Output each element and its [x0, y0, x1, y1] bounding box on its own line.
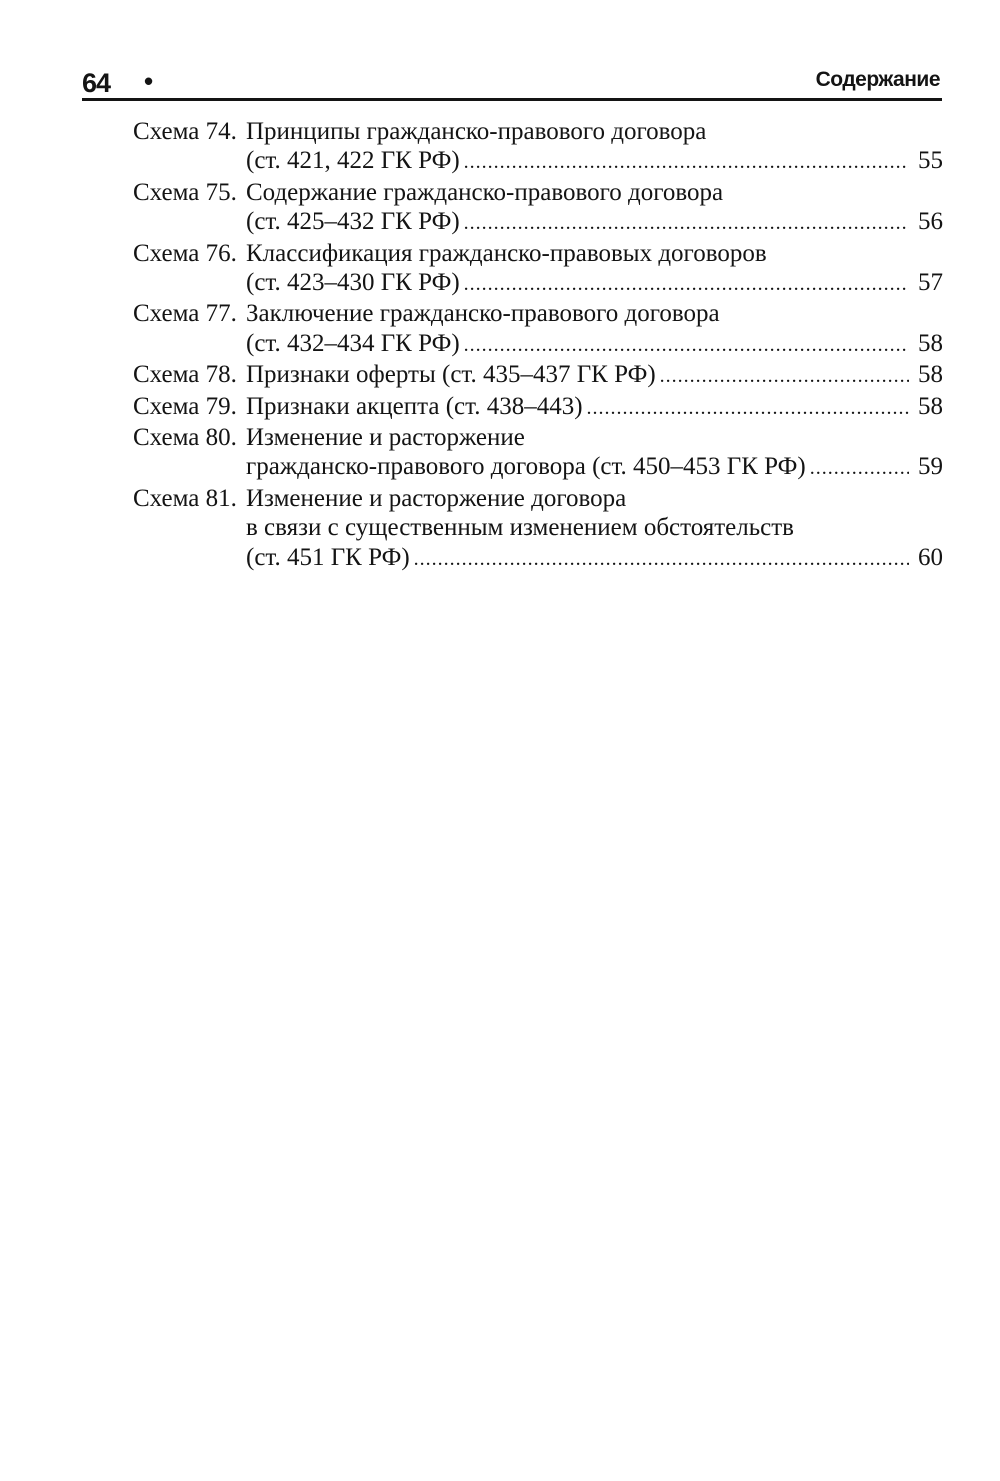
toc-entry: [133, 178, 943, 239]
toc-entry-line: [246, 207, 943, 238]
toc-entry-label: Схема 79.: [133, 392, 237, 420]
dot-leader: [660, 362, 909, 391]
toc-page-number: 55: [918, 147, 943, 175]
toc-entry-line: [246, 513, 943, 542]
dot-leader: [464, 270, 909, 299]
toc-entry-label: Схема 76.: [133, 239, 237, 267]
toc-entry-label: Схема 74.: [133, 118, 237, 145]
toc-entry-line: [246, 329, 943, 360]
toc-entry: [133, 117, 943, 178]
toc-entry: [133, 299, 943, 360]
toc-page-number: 59: [918, 453, 943, 481]
toc-entry-title: Классификация гражданско-правовых договоров: [246, 239, 767, 267]
toc-entry-title: Содержание гражданско-правового договора: [246, 178, 724, 206]
toc-entry-label: Схема 77.: [133, 300, 237, 328]
toc-entry: [133, 360, 943, 391]
dot-leader: [414, 545, 909, 574]
toc-entry-label: Схема 75.: [133, 178, 237, 206]
toc-entry-line: [246, 146, 943, 177]
toc-entry-line: [246, 484, 943, 513]
toc-page-number: 58: [918, 392, 943, 420]
toc-page-number: 56: [918, 208, 943, 236]
dot-leader: [464, 331, 909, 360]
running-title: Содержание: [815, 68, 940, 91]
toc-entry-line: [246, 423, 943, 452]
toc-entry-title: (ст. 432–434 ГК РФ): [246, 329, 460, 357]
toc-entry-line: [246, 268, 943, 299]
toc-page-number: 58: [918, 329, 943, 357]
toc-entry-title: (ст. 451 ГК РФ): [246, 543, 410, 571]
toc-entry-line: [246, 117, 943, 146]
toc-entry-title: Изменение и расторжение договора: [246, 484, 627, 512]
toc-entry-title: Принципы гражданско-правового договора: [246, 118, 707, 145]
dot-leader: [587, 394, 909, 423]
table-of-contents: [133, 117, 943, 574]
dot-leader: [810, 454, 909, 483]
toc-entry-title: (ст. 421, 422 ГК РФ): [246, 147, 460, 175]
toc-entry-line: [246, 543, 943, 574]
toc-entry-title: гражданско-правового договора (ст. 450–453 ГК РФ): [246, 453, 806, 481]
toc-entry-line: [246, 239, 943, 268]
toc-entry-label: Схема 80.: [133, 424, 237, 452]
toc-entry-title: (ст. 423–430 ГК РФ): [246, 269, 460, 297]
toc-page-number: 58: [918, 361, 943, 389]
toc-entry-title: в связи с существенным изменением обстоятельств: [246, 514, 794, 542]
page-number: 64: [82, 68, 111, 98]
toc-entry-line: [246, 392, 943, 423]
toc-entry-line: [246, 178, 943, 207]
page-header: [82, 62, 942, 101]
toc-entry-title: Изменение и расторжение: [246, 424, 525, 452]
toc-entry-title: Признаки акцепта (ст. 438–443): [246, 392, 583, 420]
toc-entry-label: Схема 81.: [133, 484, 237, 512]
toc-entry: [133, 392, 943, 423]
toc-entry: [133, 423, 943, 484]
toc-entry-title: (ст. 425–432 ГК РФ): [246, 208, 460, 236]
toc-entry-line: [246, 360, 943, 391]
toc-entry-title: Признаки оферты (ст. 435–437 ГК РФ): [246, 361, 656, 389]
toc-entry: [133, 239, 943, 300]
toc-entry-label: Схема 78.: [133, 361, 237, 389]
dot-leader: [464, 148, 909, 177]
dot-leader: [464, 209, 909, 238]
toc-entry-line: [246, 299, 943, 328]
toc-entry: [133, 484, 943, 574]
toc-page-number: 57: [918, 269, 943, 297]
toc-entry-line: [246, 452, 943, 483]
header-bullet: •: [144, 66, 154, 96]
toc-page-number: 60: [918, 543, 943, 571]
toc-entry-title: Заключение гражданско-правового договора: [246, 300, 720, 328]
